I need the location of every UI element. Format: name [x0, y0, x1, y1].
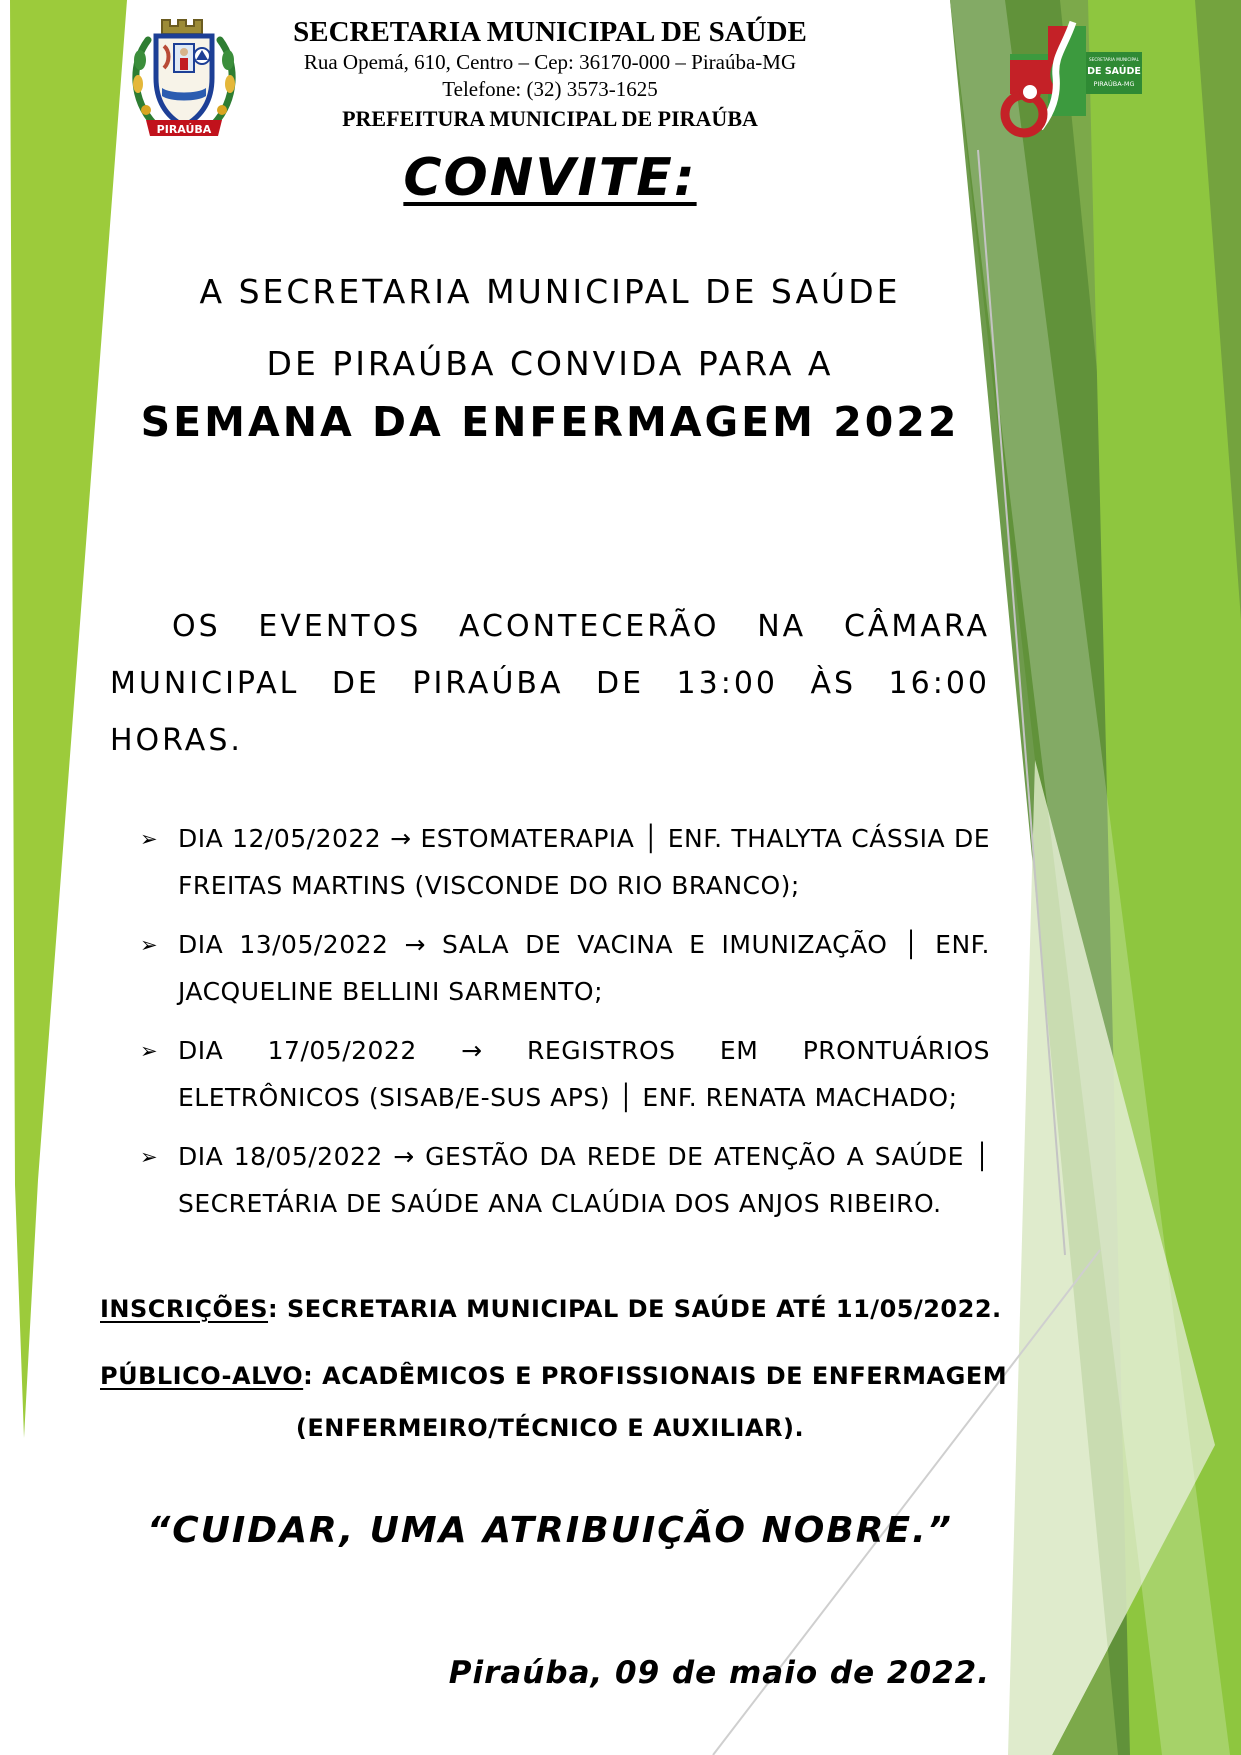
crest-figure-body: [180, 58, 188, 70]
inscriptions-line: [100, 1295, 1000, 1323]
crest-leaf: [134, 50, 146, 70]
schedule-item-1-text: DIA 12/05/2022 → ESTOMATERAPIA │ ENF. THALYTA CÁSSIA DE FREITAS MARTINS (VISCONDE DO RIO BRANCO);: [178, 824, 990, 900]
schedule-item-4-text: DIA 18/05/2022 → GESTÃO DA REDE DE ATENÇÃO A SAÚDE │ SECRETÁRIA DE SAÚDE ANA CLAÚDIA DOS ANJOS RIBEIRO.: [178, 1142, 990, 1218]
inscriptions-text: : SECRETARIA MUNICIPAL DE SAÚDE ATÉ 11/05/2022.: [268, 1295, 1002, 1323]
crest-gold-disc-right: [217, 105, 227, 115]
quote-line: “CUIDAR, UMA ATRIBUIÇÃO NOBRE.”: [147, 1510, 953, 1551]
intro-paragraph: [110, 256, 990, 400]
crest-figure: [180, 48, 188, 56]
audience-line-1: [100, 1350, 1008, 1402]
logo-text-line1: SECRETARIA MUNICIPAL: [1089, 57, 1139, 62]
crest-gold-disc-left: [141, 105, 151, 115]
header-title: SECRETARIA MUNICIPAL DE SAÚDE: [293, 16, 807, 48]
arrowhead-bullet-icon: ➢: [140, 827, 159, 851]
arrowhead-bullet-icon: ➢: [140, 933, 159, 957]
venue-paragraph: OS EVENTOS ACONTECERÃO NA CÂMARA MUNICIPAL DE PIRAÚBA DE 13:00 ÀS 16:00 HORAS.: [110, 609, 990, 758]
crest-wheat: [225, 75, 235, 93]
arrowhead-bullet-icon: ➢: [140, 1039, 159, 1063]
date-line: Piraúba, 09 de maio de 2022.: [448, 1655, 990, 1691]
event-title: SEMANA DA ENFERMAGEM 2022: [140, 398, 960, 446]
coat-of-arms-logo: [122, 12, 246, 142]
audience-text: : ACADÊMICOS E PROFISSIONAIS DE ENFERMAGEM: [303, 1362, 1008, 1390]
crest-wheat: [133, 75, 143, 93]
audience-label: PÚBLICO-ALVO: [100, 1362, 304, 1390]
logo-text-line2: DE SAÚDE: [1087, 66, 1141, 77]
schedule-item-4: [140, 1133, 990, 1227]
intro-line-2: DE PIRAÚBA CONVIDA PARA A: [266, 344, 834, 383]
audience-block: [100, 1350, 1008, 1454]
health-secretariat-logo: [992, 20, 1144, 146]
crest-crown-icon: [162, 20, 202, 34]
arrowhead-bullet-icon: ➢: [140, 1145, 159, 1169]
audience-line-2: (ENFERMEIRO/TÉCNICO E AUXILIAR).: [295, 1414, 805, 1442]
schedule-list: [140, 815, 990, 1239]
logo-stethoscope-head: [1021, 83, 1039, 101]
schedule-item-3-text: DIA 17/05/2022 → REGISTROS EM PRONTUÁRIOS ELETRÔNICOS (SISAB/E-SUS APS) │ ENF. RENATA MACHADO;: [178, 1036, 990, 1112]
schedule-item-2-text: DIA 13/05/2022 → SALA DE VACINA E IMUNIZAÇÃO │ ENF. JACQUELINE BELLINI SARMENTO;: [178, 930, 990, 1006]
document-title-text: CONVITE:: [403, 148, 697, 208]
logo-text-line3: PIRAÚBA-MG: [1093, 80, 1135, 88]
crest-leaf: [222, 50, 234, 70]
header-organization: PREFEITURA MUNICIPAL DE PIRAÚBA: [342, 106, 758, 131]
schedule-item-3: [140, 1027, 990, 1121]
header-phone: Telefone: (32) 3573-1625: [442, 77, 658, 101]
schedule-item-2: [140, 921, 990, 1015]
intro-line-1: A SECRETARIA MUNICIPAL DE SAÚDE: [199, 272, 901, 311]
inscriptions-label: INSCRIÇÕES: [100, 1295, 269, 1323]
header: [240, 16, 860, 133]
crest-banner-text: PIRAÚBA: [156, 123, 212, 136]
document-title: [110, 148, 990, 208]
schedule-item-1: [140, 815, 990, 909]
header-address: Rua Opemá, 610, Centro – Cep: 36170-000 – Piraúba-MG: [303, 50, 797, 74]
